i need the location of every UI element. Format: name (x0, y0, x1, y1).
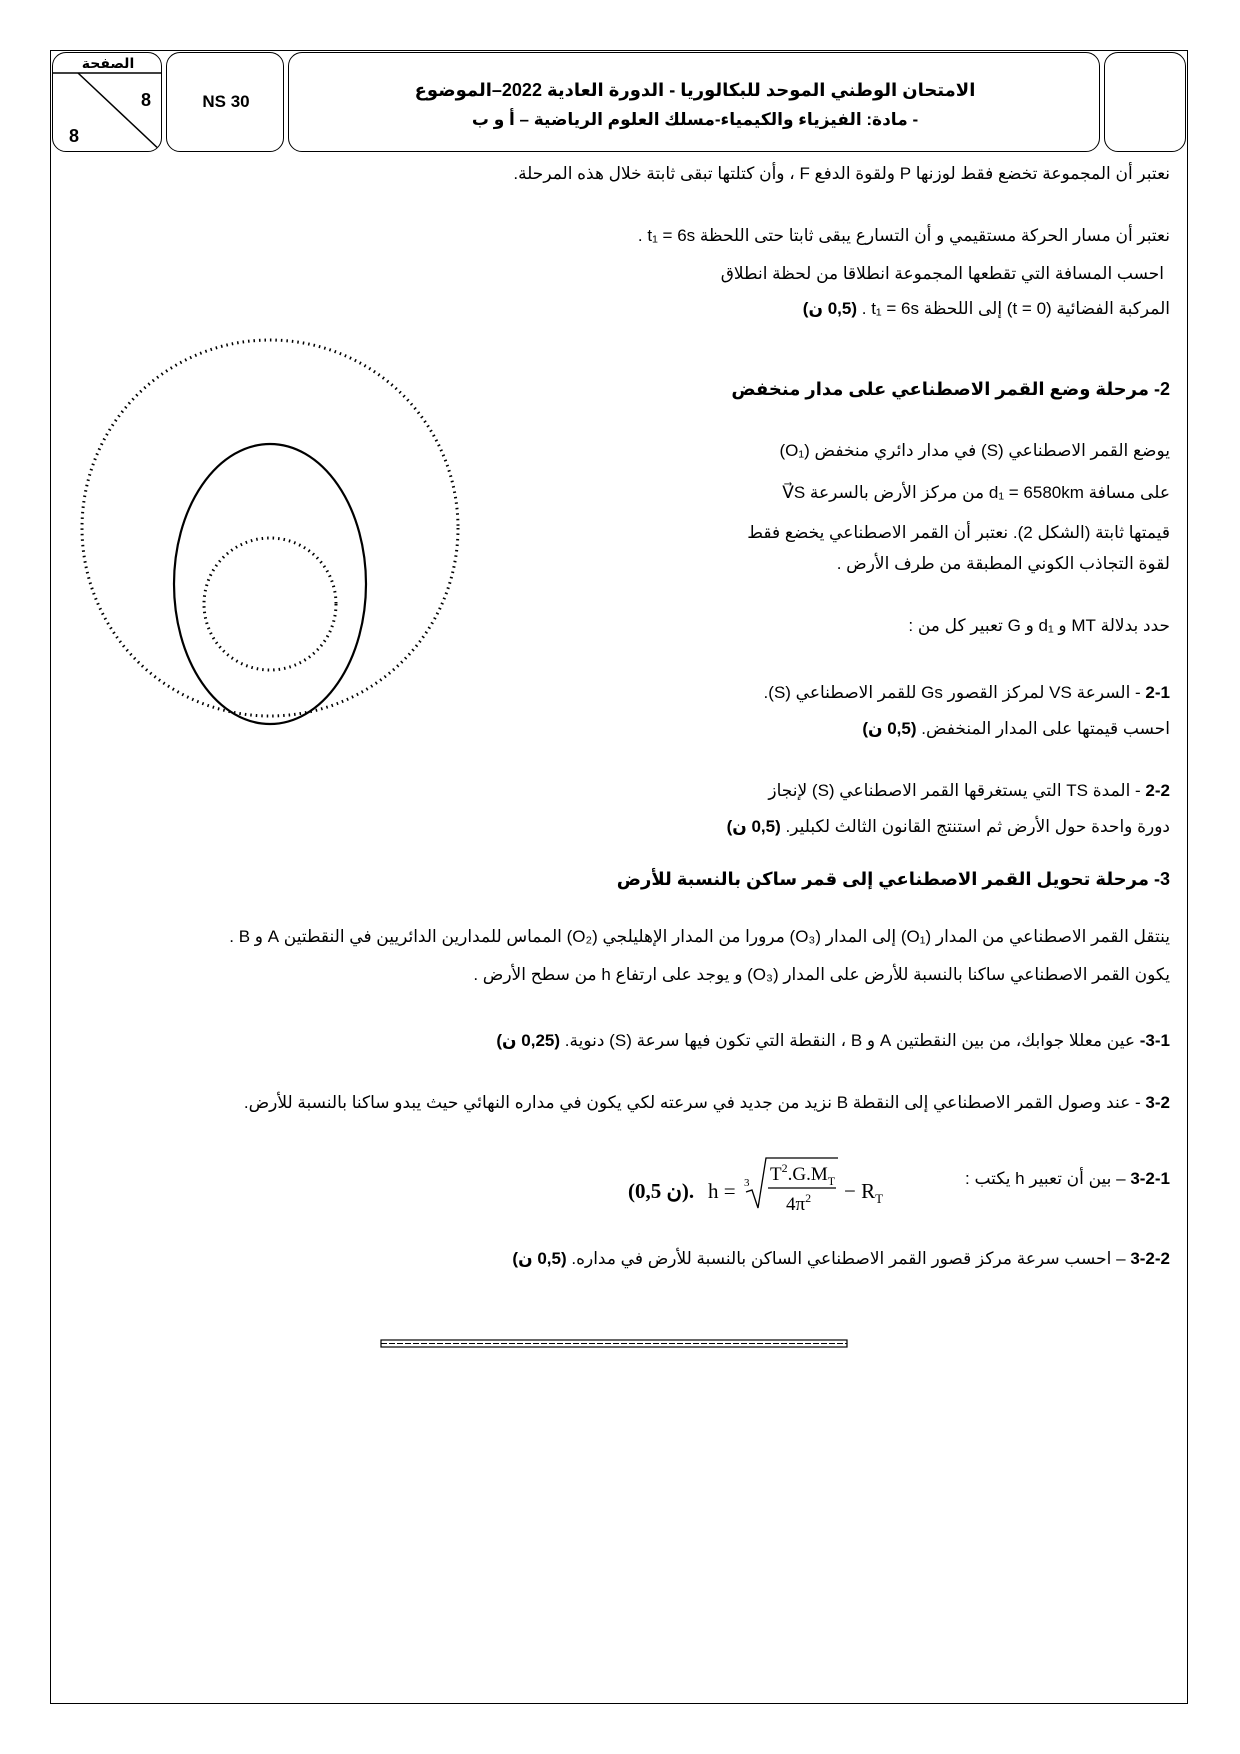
section-2-ask: حدد بدلالة MT و d₁ و G تعبير كل من : (908, 616, 1170, 635)
page-label: الصفحة (81, 55, 135, 71)
question-3-2-text: - عند وصول القمر الاصطناعي إلى النقطة B نزيد من جديد في سرعته لكي يكون في مداره النهائي حيث يبدو ساكنا بالنسبة للأرض. (243, 1093, 1141, 1112)
section-2-line1: يوضع القمر الاصطناعي (S) في مدار دائري منخفض (O₁) (779, 441, 1170, 460)
question-3-2-2-number: 3-2-2 (1130, 1249, 1170, 1268)
orbit-o1-circle (204, 538, 336, 670)
page-number-box (52, 52, 162, 152)
exam-subject: - مادة: الفيزياء والكيمياء-مسلك العلوم الرياضية – أ و ب (471, 110, 919, 129)
question-3-2-2-points: (0,5 ن) (512, 1249, 567, 1268)
distance-question-line2 (803, 298, 1170, 320)
question-3-1-points: (0,25 ن) (496, 1031, 561, 1050)
height-formula (628, 1150, 898, 1220)
page-current: 8 (141, 90, 152, 110)
question-3-2-1 (965, 1168, 1170, 1218)
svg-text:T2.G.MT: $T^2.G.M_T$ (770, 1161, 836, 1188)
svg-text:(0,5 ن).: (0,5 ن). (628, 1179, 695, 1203)
end-separator (380, 1338, 850, 1350)
question-2-1-line2 (862, 718, 1170, 740)
section-3-line2: يكون القمر الاصطناعي ساكنا بالنسبة للأرض على المدار (O₃) و يوجد على ارتفاع h من سطح الأرض . (473, 965, 1170, 984)
question-2-1-points: (0,5 ن) (862, 719, 917, 738)
distance-question-line1: احسب المسافة التي تقطعها المجموعة انطلاقا من لحظة انطلاق (720, 264, 1164, 283)
exam-code-box (166, 52, 284, 152)
title-box (288, 52, 1100, 152)
question-2-2 (768, 780, 1170, 802)
question-2-2-text: - المدة TS التي يستغرقها القمر الاصطناعي (S) لإنجاز (768, 781, 1141, 800)
question-2-1-number: 2-1 (1145, 683, 1170, 702)
figure-2 (60, 330, 660, 780)
question-2-2-text2: دورة واحدة حول الأرض ثم استنتج القانون الثالث لكبلير. (785, 817, 1170, 836)
question-3-1-number: 3-1- (1139, 1031, 1170, 1050)
section-2-line4: لقوة التجاذب الكوني المطبقة من طرف الأرض . (836, 554, 1170, 573)
section-2-title: 2- مرحلة وضع القمر الاصطناعي على مدار منخفض (731, 379, 1170, 399)
page-total: 8 (69, 126, 80, 146)
question-3-2-2 (512, 1248, 1170, 1270)
question-2-1-text: - السرعة VS لمركز القصور Gs للقمر الاصطناعي (S). (763, 683, 1141, 702)
svg-text:3: 3 (744, 1177, 750, 1189)
orbit-diagram (60, 330, 660, 780)
question-3-2 (244, 1092, 1170, 1114)
section-3-line1: ينتقل القمر الاصطناعي من المدار (O₁) إلى المدار (O₃) مرورا من المدار الإهليلجي (O₂) المماس للمدارين الدائريين في النقطتين A و B . (229, 927, 1170, 946)
exam-title: الامتحان الوطني الموحد للبكالوريا - الدورة العادية 2022–الموضوع (414, 80, 976, 100)
question-2-1-text2: احسب قيمتها على المدار المنخفض. (921, 719, 1170, 738)
motion-text: نعتبر أن مسار الحركة مستقيمي و أن التسارع يبقى ثابتا حتى اللحظة t₁ = 6s . (637, 226, 1170, 245)
orbit-o2-ellipse (174, 444, 366, 724)
question-3-1 (496, 1030, 1170, 1052)
question-3-2-1-text: – بين أن تعبير h يكتب : (965, 1169, 1126, 1188)
section-3-title: 3- مرحلة تحويل القمر الاصطناعي إلى قمر ساكن بالنسبة للأرض (616, 869, 1170, 889)
question-2-2-line2 (727, 816, 1170, 838)
intro-text: نعتبر أن المجموعة تخضع فقط لوزنها P ولقوة الدفع F ، وأن كتلتها تبقى ثابتة خلال هذه المرحلة. (513, 164, 1170, 183)
question-3-2-2-text: – احسب سرعة مركز قصور القمر الاصطناعي الساكن بالنسبة للأرض في مداره. (571, 1249, 1126, 1268)
question-2-2-points: (0,5 ن) (726, 817, 781, 836)
question-2-1 (764, 682, 1170, 704)
distance-question-text: المركبة الفضائية (t = 0) إلى اللحظة t₁ = 6s . (861, 299, 1170, 318)
exam-code: NS 30 (202, 92, 250, 111)
distance-question-points: (0,5 ن) (802, 299, 858, 318)
svg-text:h =: h = (708, 1179, 736, 1203)
empty-header-box (1104, 52, 1186, 152)
svg-text:4π2: $4\pi^2$ (786, 1191, 812, 1215)
section-2-line2: على مسافة d₁ = 6580km من مركز الأرض بالسرعة V⃗S (782, 483, 1170, 502)
question-3-2-number: 3-2 (1145, 1093, 1170, 1112)
question-2-2-number: 2-2 (1145, 781, 1170, 800)
orbit-o3-circle (82, 340, 458, 716)
svg-text:− RT: − $R_T$ (844, 1179, 884, 1206)
question-3-1-text: عين معللا جوابك، من بين النقطتين A و B ، النقطة التي تكون فيها سرعة (S) دنوية. (564, 1031, 1136, 1050)
question-3-2-1-number: 3-2-1 (1130, 1169, 1170, 1188)
section-2-line3: قيمتها ثابتة (الشكل 2). نعتبر أن القمر الاصطناعي يخضع فقط (747, 523, 1170, 542)
height-formula-render (628, 1150, 898, 1220)
